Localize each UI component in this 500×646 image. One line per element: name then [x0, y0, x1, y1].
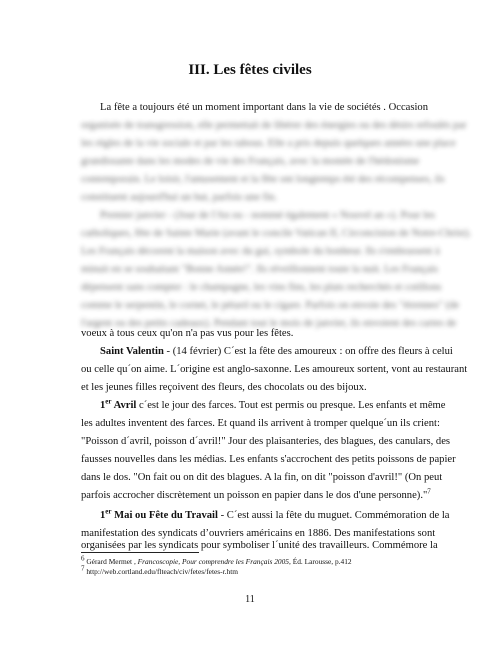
page-number: 11	[245, 594, 255, 605]
footnote-number: 7	[81, 564, 85, 573]
footnote-ref[interactable]: 7	[427, 487, 431, 496]
valentin-line: ou celle qu´on aime. L´origine est anglo-saxonne. Les amoureux sortent, vont au restaurant	[81, 364, 468, 375]
footnote-text: Gérard Mermet ,	[84, 557, 138, 566]
avril-text: c´est le jour des farces. Tout est permis ou presque. Les enfants et même	[136, 400, 446, 411]
avril-title	[100, 397, 137, 411]
blurred-line: constituent aujourd'hui un but, parfois une fin.	[81, 192, 278, 203]
blurred-line: catholiques, fête de Sainte Marie (avant le concile Vatican II, Circoncision de Notre-Christ).	[81, 228, 472, 239]
avril-title-word: Avril	[111, 400, 137, 411]
avril-line: fausses nouvelles dans les médias. Les enfants s'accrochent des petits poissons de papier	[81, 454, 456, 465]
mai-line	[100, 507, 450, 523]
avril-title-sup: er	[105, 397, 112, 406]
footnote-link[interactable]: http://web.cortland.edu/flteach/civ/fetes/fetes-r.htm	[84, 567, 239, 576]
mai-title-sup: er	[105, 507, 112, 516]
footnote-number: 6	[81, 554, 85, 563]
valentin-text: - (14 février) C´est la fête des amoureux : on offre des fleurs à celui	[163, 346, 453, 357]
mai-title	[100, 507, 218, 521]
blurred-line: minuit en se souhaitant "Bonne Année!". Ils réveillonnent toute la nuit. Les Français	[81, 264, 438, 275]
blurred-line: comme le serpentin, le cornet, le pétard ou le cigare. Parfois on envoie des "étrennes" (de	[81, 300, 460, 311]
avril-text: parfois accrocher discrètement un poisson en papier dans le dos d'une personne)."	[81, 490, 428, 501]
blurred-line: grandissante dans les modes de vie des Français, avec la montée de l'hédonisme	[81, 156, 420, 167]
footnote-divider	[81, 552, 199, 553]
blurred-line: Les Français décorent la maison avec du gui, symbole du bonheur. Ils s'embrassent à	[81, 246, 440, 257]
footnote-6	[81, 554, 352, 567]
mai-line: manifestation des syndicats d’ouvriers américains en 1886. Des manifestations sont	[81, 528, 436, 539]
blurred-line: organisée de transgression, elle permettait de libérer des énergies ou des désirs refoulés par	[81, 120, 467, 131]
mai-title-num: 1	[100, 510, 106, 521]
blurred-line: contemporain. Le loisir, l'amusement et la fête ont longtemps été des récompenses, ils	[81, 174, 445, 185]
avril-line	[81, 487, 431, 503]
blurred-line: Premier janvier - (Jour de l'An ou - nommé également « Nouvel an »). Pour les	[100, 210, 435, 221]
footnote-7	[81, 564, 239, 577]
avril-line	[100, 397, 446, 413]
mai-title-word: Mai ou Fête du Travail	[111, 510, 218, 521]
avril-line: "Poisson d´avril, poisson d´avril!" Jour des plaisanteries, des blagues, des canulars, des	[81, 436, 451, 447]
valentin-line: et les jeunes filles reçoivent des fleurs, des chocolats ou des bijoux.	[81, 382, 367, 393]
avril-line: les adultes inventent des farces. Et quand ils arrivent à tromper quelque´un ils crient:	[81, 418, 440, 429]
footnote-text: , Éd. Larousse, p.412	[289, 557, 352, 566]
paragraph-line: voeux à tous ceux qu'on n'a pas vus pour les fêtes.	[81, 328, 294, 339]
blurred-line: les règles de la vie sociale et par les tabous. Elle a pris depuis quelques années une place	[81, 138, 456, 149]
avril-line: dans le dos. "On fait ou on dit des blagues. A la fin, on dit "poisson d'avril!" (On peut	[81, 472, 443, 483]
avril-title-num: 1	[100, 400, 106, 411]
mai-text: - C´est aussi la fête du muguet. Commémoration de la	[217, 510, 450, 521]
valentin-title: Saint Valentin	[100, 346, 164, 357]
intro-line: La fête a toujours été un moment important dans la vie de sociétés . Occasion	[100, 102, 429, 113]
blurred-line: l'argent ou des petits cadeaux). Pendant tout le mois de janvier, ils envoient des cartes de	[81, 318, 457, 329]
section-heading: III. Les fêtes civiles	[188, 62, 312, 78]
blurred-line: dépensent sans compter : le champagne, les vins fins, les plats recherchés et cotillons	[81, 282, 442, 293]
valentin-line	[100, 344, 453, 359]
footnote-book-title: Francoscopie, Pour comprendre les Français 2005	[137, 557, 290, 566]
mai-line: organisées par les syndicats pour symboliser l´unité des travailleurs. Commémore la	[81, 540, 438, 551]
